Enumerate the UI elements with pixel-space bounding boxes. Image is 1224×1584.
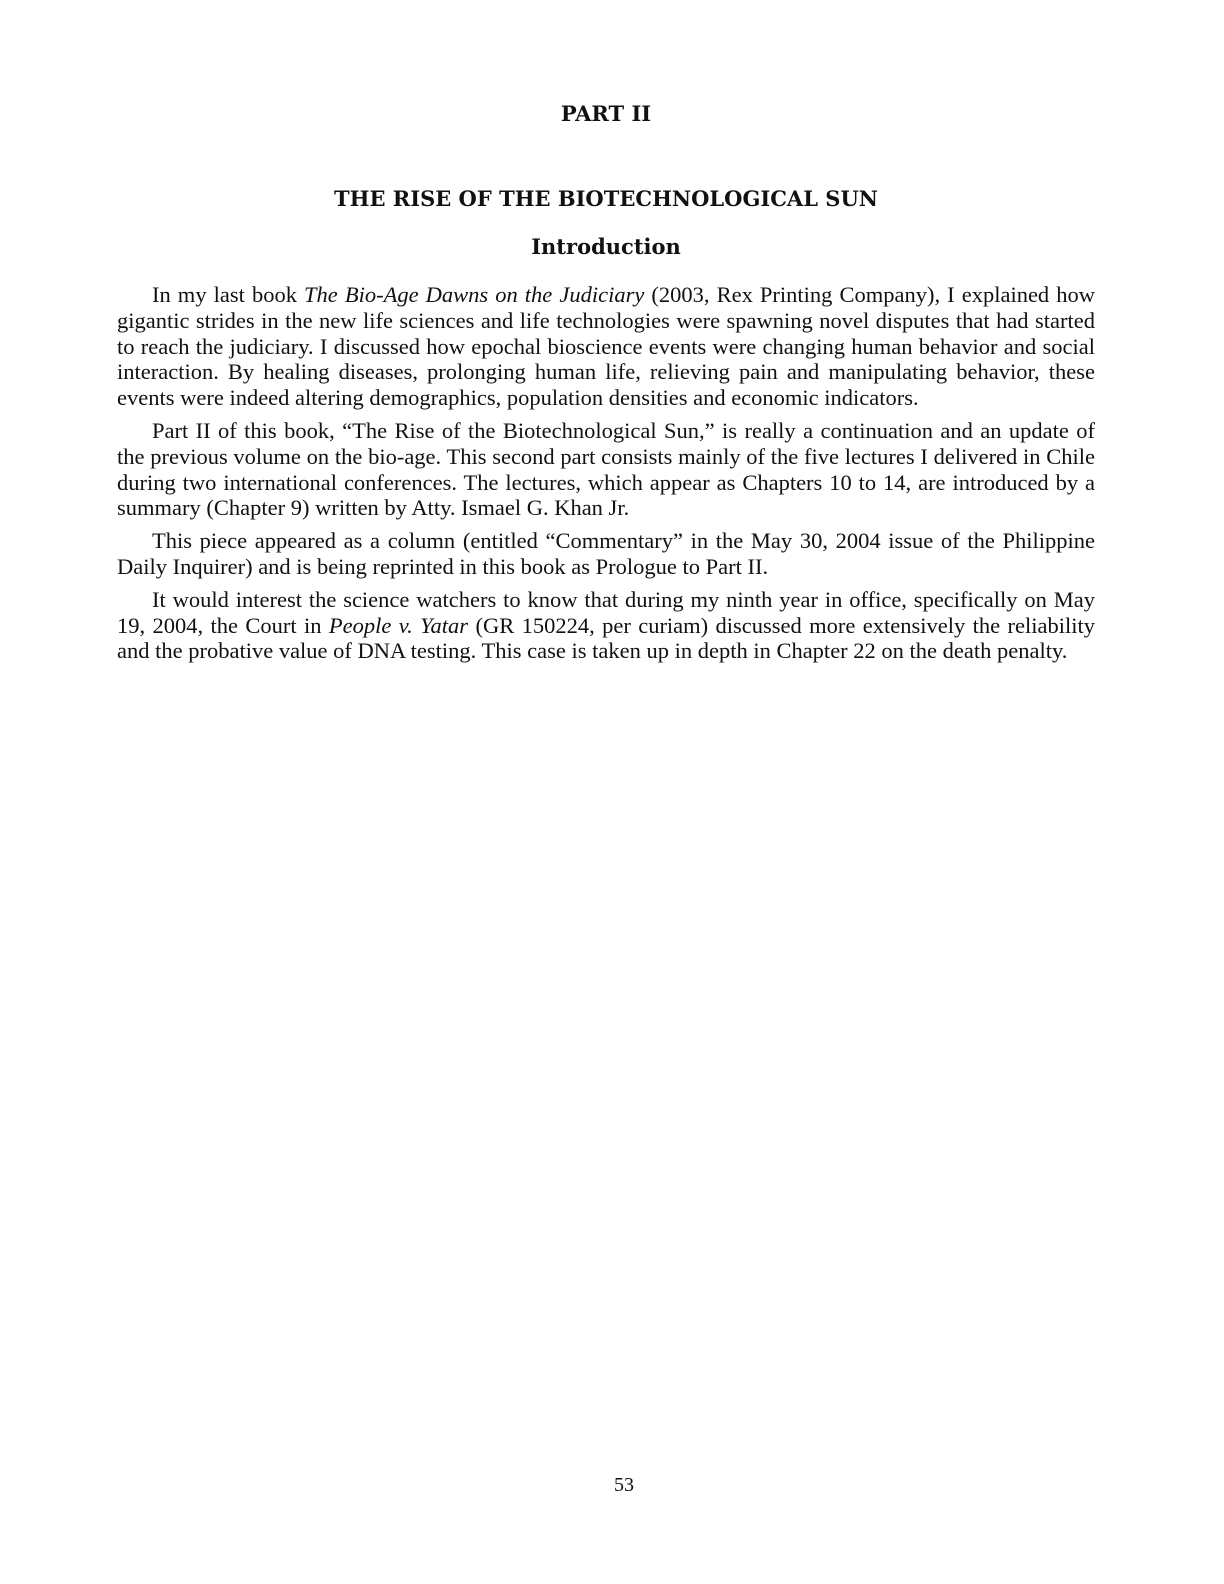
book-title-italic: The Bio-Age Dawns on the Judiciary [304, 282, 645, 307]
paragraph-1 [117, 282, 1095, 411]
body-text [117, 282, 1095, 671]
paragraph-1-text-a: In my last book [152, 282, 305, 307]
paragraph-1-text-b: (2003, Rex Printing Company), I explained how gigantic strides in the new life sciences and life technologies were spawning novel disputes that had started to reach the judiciary. I discussed how epochal bioscience events were changing human behavior and social interaction. By healing diseases, prolonging human life, relieving pain and manipulating behavior, these events were indeed altering demographics, population densities and economic indicators. [117, 282, 1096, 411]
page-number: 53 [614, 1474, 634, 1496]
section-title: Introduction [531, 234, 681, 259]
part-title: THE RISE OF THE BIOTECHNOLOGICAL SUN [334, 186, 878, 211]
part-label: PART II [560, 101, 652, 126]
case-name-italic: People v. Yatar [328, 612, 469, 638]
paragraph-4-text-b: (GR 150224, per curiam) discussed more extensively the reliability and the probative value of DNA testing. This case is taken up in depth in Chapter 22 on the death penalty. [117, 612, 1095, 664]
paragraph-3: This piece appeared as a column (entitled “Commentary” in the May 30, 2004 issue of the Philippine Daily Inquirer) and is being reprinted in this book as Prologue to Part II. [117, 528, 1095, 579]
paragraph-4-text-a: It would interest the science watchers to know that during my ninth year in office, specifically on May 19, 2004, the Court in [117, 586, 1095, 638]
paragraph-2: Part II of this book, “The Rise of the Biotechnological Sun,” is really a continuation and an update of the previous volume on the bio-age. This second part consists mainly of the five lectures I delivered in Chile during two international conferences. The lectures, which appear as Chapters 10 to 14, are introduced by a summary (Chapter 9) written by Atty. Ismael G. Khan Jr. [117, 417, 1095, 521]
paragraph-4 [117, 587, 1095, 664]
